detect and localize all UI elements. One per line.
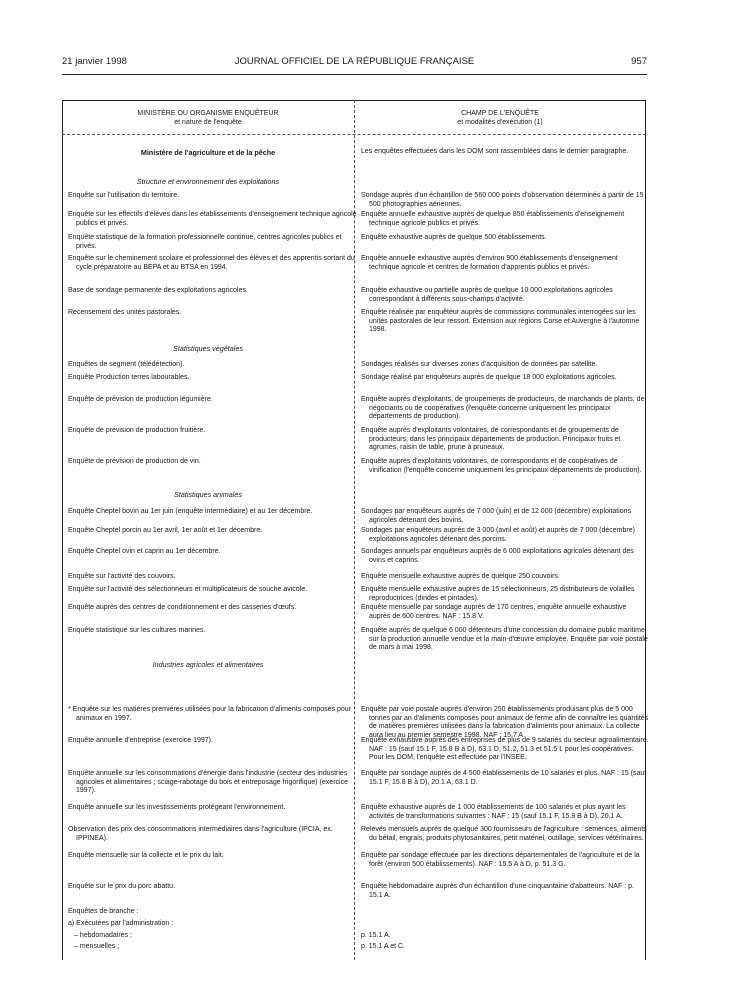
weekly-label: – hebdomadaires ; — [74, 932, 132, 939]
survey-name: Enquête statistique sur les cultures marines. — [68, 627, 206, 634]
survey-name: Enquête de prévision de production fruitière. — [68, 427, 206, 434]
survey-scope: Sondages par enquêteurs auprès de 3 000 (avril et août) et auprès de 7 000 (décembre) exploitations agricoles détenant des porcins. — [361, 527, 635, 543]
survey-scope: Enquête par sondage effectuée par les directions départementales de l'agriculture et de la forêt (environ 500 établissements). NAF : 15.5 A à D, p. 51.3 G. — [361, 852, 640, 868]
survey-scope: Enquête annuelle exhaustive auprès d'environ 900 établissements d'enseignement technique agricole et centres de formation d'apprentis publics et privés. — [361, 255, 618, 271]
left-column-title: MINISTÈRE OU ORGANISME ENQUÊTEUR — [137, 110, 279, 117]
survey-name: Base de sondage permanente des exploitations agricoles. — [68, 287, 248, 294]
survey-scope: Enquête auprès d'exploitants, de groupements de producteurs, de marchands de plants, de négociants ou de coopératives (l'enquête concerne uniquement les principaux départements de production). — [361, 396, 645, 421]
survey-scope: Sondage réalisé par enquêteurs auprès de quelque 18 000 exploitations agricoles. — [361, 374, 617, 381]
survey-name: Enquête annuelle sur les investissements protégeant l'environnement. — [68, 804, 286, 811]
survey-scope: Enquête mensuelle par sondage auprès de 170 centres, enquête annuelle exhaustive auprès de 600 centres. NAF : 15.8 V. — [361, 604, 627, 620]
survey-scope: Enquête mensuelle exhaustive auprès de 15 sélectionneurs, 25 distributeurs de volailles reproductrices (dindes et pintades). — [361, 586, 635, 602]
right-column-subtitle: et modalités d'exécution (1) — [457, 118, 543, 126]
journal-title: JOURNAL OFFICIEL DE LA RÉPUBLIQUE FRANÇAISE — [234, 56, 475, 67]
survey-name: Enquête annuelle sur les consommations d'énergie dans l'industrie (secteur des industries agricoles et alimentaires ; sciage-rabotage du bois et entreposage frigorifique) (exercice 1997). — [68, 770, 348, 795]
survey-scope: Enquête auprès d'exploitants volontaires, de correspondants et de groupements de producteurs, dans les principaux départements de production. Principaux fruits et agrumes, raisin de table, prune à pruneaux. — [361, 427, 621, 452]
survey-scope: Enquête exhaustive auprès de quelque 500 établissements. — [361, 234, 547, 241]
branch-heading: Enquêtes de branche : — [68, 908, 139, 915]
ministry-heading: Ministère de l'agriculture et de la pêche — [140, 148, 276, 157]
survey-scope: Enquête exhaustive auprès des entreprises de plus de 9 salariés du secteur agroalimentaire. NAF : 15 (sauf 15.1 F, 15.8 B à D), 63.1 D, 51.2, 51.3 et 51.5 L pour les coopératives. Pour les DOM, l'enquête est effectuée par l'INSEE. — [361, 737, 649, 762]
weekly-value: p. 15.1 A. — [361, 932, 391, 939]
right-column-title: CHAMP DE L'ENQUÊTE — [461, 110, 539, 117]
survey-scope: Sondages par enquêteurs auprès de 7 000 (juin) et de 12 000 (décembre) exploitations agricoles détenant des bovins. — [361, 508, 632, 524]
survey-scope: Enquête auprès d'exploitants volontaires, de correspondants et de coopératives de vinification (l'enquête concerne uniquement les principaux départements de production). — [361, 458, 642, 474]
survey-scope: Relevés mensuels auprès de quelque 300 fournisseurs de l'agriculture : semences, aliments du bétail, engrais, produits phytosanitaires, petit matériel, outillage, services vétérinaires. — [361, 826, 647, 842]
survey-scope: Sondages réalisés sur diverses zones d'acquisition de données par satellite. — [361, 361, 598, 368]
survey-name: Enquête sur l'utilisation du territoire. — [68, 192, 180, 199]
survey-name: Recensement des unités pastorales. — [68, 309, 182, 316]
survey-scope: Enquête par voie postale auprès d'environ 250 établissements produisant plus de 5 000 tonnes par an d'aliments composés pour animaux de ferme afin de connaître les quantités de matières premières utilisées dans la fabrication d'aliments pour animaux. La collecte aura lieu au premier semestre 1998. NAF : 15.7 A. — [361, 706, 649, 739]
section-heading: Structure et environnement des exploitations — [136, 177, 280, 186]
survey-name: Enquête sur le cheminement scolaire et professionnel des élèves et des apprentis sortant du cycle préparatoire au BEPA et au BTSA en 1994. — [68, 255, 355, 271]
section-heading: Industries agricoles et alimentaires — [152, 660, 264, 669]
survey-name: Enquête sur les effectifs d'élèves dans les établissements d'enseignement technique agricole publics et privés. — [68, 211, 357, 227]
monthly-value: p. 15.1 A et C. — [361, 943, 405, 950]
survey-name: Enquête Cheptel ovin et caprin au 1er décembre. — [68, 548, 221, 555]
admin-heading: a) Exécutées par l'administration : — [68, 920, 174, 927]
left-column-subtitle: et nature de l'enquête — [174, 118, 242, 126]
survey-scope: Sondage auprès d'un échantillon de 560 000 points d'observation déterminés à partir de 15 500 photographies aériennes. — [361, 192, 644, 208]
survey-scope: Enquête exhaustive auprès de 1 000 établissements de 100 salariés et plus ayant les activités de transformations suivantes : NAF : 15 (sauf 15.1 F, 15.8 B à D), 20.1 A. — [361, 804, 626, 820]
survey-name: Enquête de prévision de production de vin. — [68, 458, 201, 465]
survey-scope: Enquête annuelle exhaustive auprès de quelque 850 établissements d'enseignement technique agricole publics et privés. — [361, 211, 625, 227]
survey-scope: Enquête réalisée par enquêteur auprès de commissions communales interrogées sur les unités pastorales de leur ressort. Extension aux régions Corse et Auvergne à l'automne 1998. — [361, 309, 640, 334]
survey-name: Enquête Cheptel porcin au 1er avril, 1er août et 1er décembre. — [68, 527, 263, 534]
survey-scope: Enquête hebdomadaire auprès d'un échantillon d'une cinquantaine d'abatteurs. NAF : p. 15.1 A. — [361, 883, 634, 899]
dom-note: Les enquêtes effectuées dans les DOM sont rassemblées dans le dernier paragraphe. — [361, 148, 629, 155]
survey-name: Enquête Cheptel bovin au 1er juin (enquête intermédiaire) et au 1er décembre. — [68, 508, 313, 515]
survey-name: Observation des prix des consommations intermédiaires dans l'agriculture (IPCIA, ex. IPPINEA). — [68, 826, 333, 842]
page-number: 957 — [631, 56, 647, 67]
survey-scope: Sondages annuels par enquêteurs auprès de 6 000 exploitations agricoles détenant des ovins et caprins. — [361, 548, 634, 564]
survey-name: Enquête sur l'activité des sélectionneurs et multiplicateurs de souche avicole. — [68, 586, 308, 593]
survey-name: Enquête statistique de la formation professionnelle continue, centres agricoles publics et privés. — [68, 234, 342, 250]
survey-name: Enquête annuelle d'entreprise (exercice 1997). — [68, 737, 213, 744]
monthly-label: – mensuelles ; — [74, 943, 120, 950]
issue-date: 21 janvier 1998 — [62, 56, 127, 67]
survey-name: * Enquête sur les matières premières utilisées pour la fabrication d'aliments composés pour animaux en 1997. — [68, 706, 352, 722]
survey-scope: Enquête mensuelle exhaustive auprès de quelque 250 couvoirs. — [361, 573, 560, 580]
survey-name: Enquête auprès des centres de conditionnement et des casseries d'œufs. — [68, 604, 297, 611]
survey-name: Enquêtes de segment (télédétection). — [68, 361, 185, 368]
survey-name: Enquête sur le prix du porc abattu. — [68, 883, 176, 890]
section-heading: Statistiques animales — [174, 490, 242, 499]
survey-name: Enquête mensuelle sur la collecte et le prix du lait. — [68, 852, 224, 859]
section-heading: Statistiques végétales — [173, 344, 243, 353]
survey-scope: Enquête par sondage auprès de 4 500 établissements de 10 salariés et plus. NAF : 15 (sauf 15.1 F, 15.8 B à D), 20.1 A, 63.1 D. — [361, 770, 647, 786]
survey-name: Enquête Production terres labourables. — [68, 374, 190, 381]
survey-scope: Enquête exhaustive ou partielle auprès de quelque 10 000 exploitations agricoles correspondant à différents sous-champs d'activité. — [361, 287, 613, 303]
survey-name: Enquête sur l'activité des couvoirs. — [68, 573, 176, 580]
survey-name: Enquête de prévision de production légumière. — [68, 396, 213, 403]
survey-scope: Enquête auprès de quelque 6 000 détenteurs d'une concession du domaine public maritime sur la production annuelle vendue et la main-d'œuvre employée. Enquête par voie postale de mars à mai 1998. — [361, 627, 648, 652]
